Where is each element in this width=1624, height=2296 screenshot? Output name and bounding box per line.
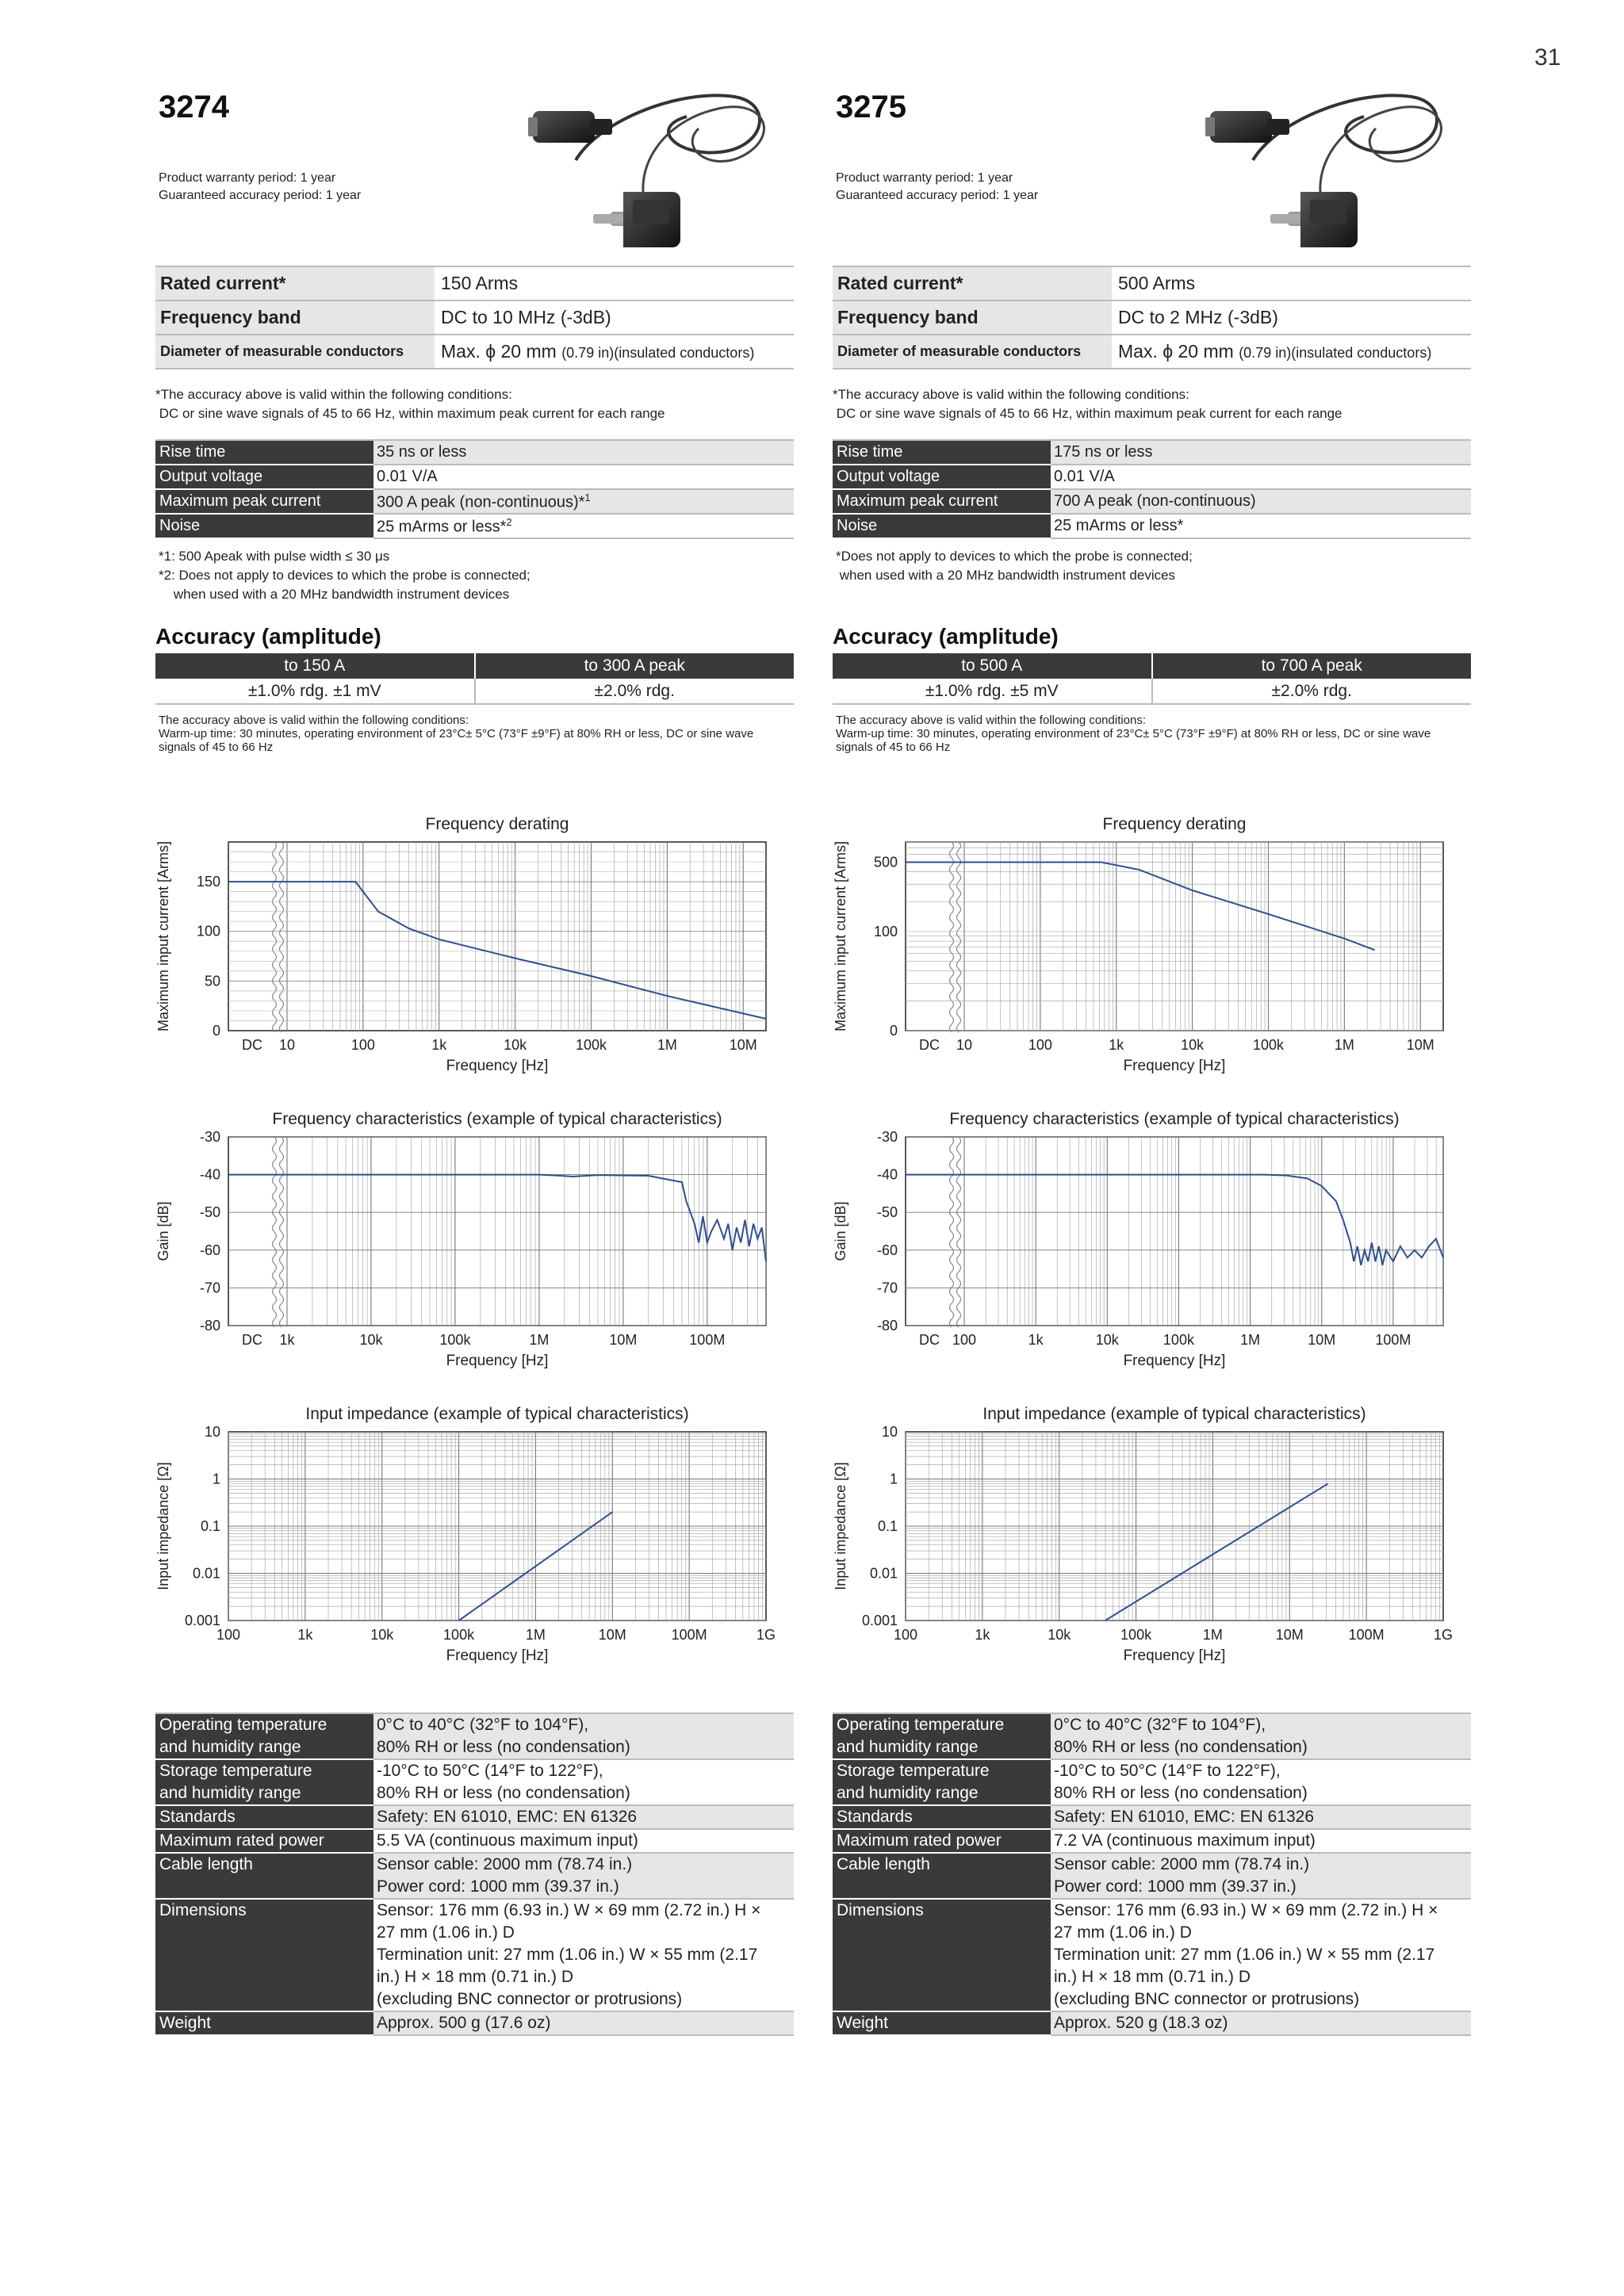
x-tick-label: 100 — [952, 1332, 977, 1348]
chart-svg — [833, 1102, 1471, 1372]
x-tick-label: 10M — [729, 1037, 757, 1053]
accuracy-table — [833, 653, 1471, 705]
chart-title: Input impedance (example of typical characteristics) — [305, 1405, 689, 1423]
y-axis-label: Input impedance [Ω] — [155, 1462, 171, 1590]
x-tick-label: 10M — [609, 1332, 638, 1348]
spec-row — [155, 1899, 794, 2011]
spec-value: Sensor: 176 mm (6.93 in.) W × 69 mm (2.72 in.) H × 27 mm (1.06 in.) D Termination unit: 27 mm (1.06 in.) W × 55 mm (2.17 in.) H × 18 mm (0.71 in.) D (excluding BNC connector or protrusions) — [373, 1899, 794, 2011]
spec-value-text: 25 mArms or less* — [1054, 517, 1184, 534]
y-tick-label: 500 — [873, 854, 898, 871]
spec-value — [435, 335, 794, 369]
y-tick-label: 1 — [212, 1471, 220, 1487]
spec-key: Standards — [833, 1805, 1051, 1829]
spec-value-text: 35 ns or less — [377, 443, 467, 461]
spec-value — [373, 440, 794, 465]
spec-value: Sensor cable: 2000 mm (78.74 in.) Power cord: 1000 mm (39.37 in.) — [1051, 1853, 1471, 1899]
spec-row — [155, 1853, 794, 1899]
x-tick-label: 10k — [370, 1627, 394, 1643]
spec-value: Sensor: 176 mm (6.93 in.) W × 69 mm (2.72 in.) H × 27 mm (1.06 in.) D Termination unit: 27 mm (1.06 in.) W × 55 mm (2.17 in.) H × 18 mm (0.71 in.) D (excluding BNC connector or protrusions) — [1051, 1899, 1471, 2011]
spec-row — [833, 1829, 1471, 1853]
x-tick-label: 100 — [350, 1037, 375, 1053]
y-tick-label: -50 — [199, 1204, 220, 1221]
x-tick-label: 10k — [1048, 1627, 1071, 1643]
y-tick-label: -80 — [876, 1318, 898, 1334]
accuracy-header-row — [833, 653, 1471, 679]
y-tick-label: 0.001 — [184, 1613, 220, 1628]
spec-value — [435, 266, 794, 300]
warranty-line: Guaranteed accuracy period: 1 year — [159, 189, 362, 202]
spec-row — [155, 335, 794, 369]
x-tick-label: 100 — [893, 1627, 918, 1643]
accuracy-header: to 500 A — [833, 653, 1152, 679]
spec-key: Frequency band — [155, 300, 435, 335]
y-tick-label: 10 — [204, 1424, 220, 1440]
y-axis-label: Gain [dB] — [833, 1201, 848, 1261]
spec-row — [833, 1805, 1471, 1829]
spec-row — [155, 1805, 794, 1829]
model-number: 3274 — [159, 90, 229, 124]
spec-key: Dimensions — [833, 1899, 1051, 2011]
chart-3274-derating — [155, 807, 794, 1077]
warranty-line: Product warranty period: 1 year — [159, 171, 336, 185]
x-tick-label: 1k — [1109, 1037, 1124, 1053]
spec-row — [155, 489, 794, 514]
spec-row — [833, 1899, 1471, 2011]
footnotes: *Does not apply to devices to which the probe is connected; when used with a 20 MHz bandwidth instrument devices — [836, 549, 1193, 583]
y-tick-label: 0.01 — [869, 1565, 898, 1582]
spec-key: Maximum peak current — [833, 489, 1051, 514]
x-tick-label: DC — [242, 1332, 262, 1348]
spec-row — [155, 2011, 794, 2035]
warranty-info — [159, 170, 361, 205]
x-axis-label: Frequency [Hz] — [446, 1058, 549, 1074]
model-number: 3275 — [836, 90, 906, 124]
y-tick-label: 50 — [204, 973, 220, 989]
y-tick-label: -70 — [876, 1280, 898, 1296]
spec-value — [373, 465, 794, 489]
x-tick-label: 100M — [689, 1332, 726, 1348]
x-tick-label: 10 — [278, 1037, 296, 1053]
accuracy-condition-note: *The accuracy above is valid within the following conditions: DC or sine wave signals of 45 to 66 Hz, within maximum peak current for each range — [833, 387, 1342, 421]
x-tick-label: 10M — [598, 1627, 626, 1643]
accuracy-header: to 700 A peak — [1152, 653, 1472, 679]
x-tick-label: 100k — [1252, 1037, 1285, 1053]
spec-key: Rise time — [833, 440, 1051, 465]
x-tick-label: 100M — [1348, 1627, 1385, 1643]
x-tick-label: DC — [919, 1332, 940, 1348]
spec-value — [1112, 266, 1471, 300]
footnote-marker: 1 — [584, 491, 591, 503]
x-axis-label: Frequency [Hz] — [446, 1353, 549, 1369]
accuracy-value: ±2.0% rdg. — [1152, 679, 1472, 704]
x-axis-label: Frequency [Hz] — [1123, 1058, 1226, 1074]
spec-row — [155, 1829, 794, 1853]
spec-value — [435, 300, 794, 335]
accuracy-value: ±1.0% rdg. ±1 mV — [155, 679, 475, 704]
plot-frame — [228, 1137, 766, 1326]
spec-value: 0°C to 40°C (32°F to 104°F), 80% RH or less (no condensation) — [1051, 1713, 1471, 1759]
y-tick-label: 1 — [889, 1471, 898, 1487]
product-column-3275 — [833, 0, 1471, 2296]
spec-row — [833, 266, 1471, 300]
current-probe-image — [1205, 73, 1459, 254]
y-tick-label: 0 — [889, 1023, 898, 1039]
x-tick-label: 10k — [1181, 1037, 1205, 1053]
x-tick-label: 10 — [956, 1037, 973, 1053]
chart-svg — [155, 1102, 794, 1372]
spec-key: Storage temperature and humidity range — [155, 1759, 373, 1805]
spec-key: Cable length — [155, 1853, 373, 1899]
plot-frame — [906, 1137, 1443, 1326]
chart-title: Frequency characteristics (example of typical characteristics) — [272, 1110, 722, 1128]
chart-svg — [155, 1397, 794, 1667]
spec-value: -10°C to 50°C (14°F to 122°F), 80% RH or less (no condensation) — [373, 1759, 794, 1805]
accuracy-title: Accuracy (amplitude) — [155, 624, 381, 649]
spec-value-text: 700 A peak (non-continuous) — [1054, 492, 1256, 510]
accuracy-value-row — [833, 679, 1471, 704]
spec-key: Standards — [155, 1805, 373, 1829]
x-tick-label: 1G — [756, 1627, 776, 1643]
y-axis-label: Maximum input current [Arms] — [833, 840, 848, 1032]
y-tick-label: -40 — [876, 1166, 898, 1183]
x-tick-label: 100 — [216, 1627, 241, 1643]
y-tick-label: 0.1 — [877, 1518, 898, 1534]
x-tick-label: 1M — [525, 1627, 546, 1643]
spec-key: Noise — [155, 514, 373, 538]
y-tick-label: -30 — [876, 1129, 898, 1145]
y-tick-label: -40 — [199, 1166, 220, 1183]
warranty-line: Product warranty period: 1 year — [836, 171, 1013, 185]
x-tick-label: 1M — [1240, 1332, 1261, 1348]
current-probe-image — [528, 73, 782, 254]
spec-row — [155, 465, 794, 489]
chart-3275-freqchar — [833, 1102, 1471, 1372]
y-tick-label: -50 — [876, 1204, 898, 1221]
spec-key: Weight — [833, 2011, 1051, 2035]
chart-title: Input impedance (example of typical characteristics) — [982, 1405, 1366, 1423]
spec-value-text: 150 Arms — [441, 273, 519, 293]
x-tick-label: 1k — [975, 1627, 990, 1643]
spec-row — [833, 1759, 1471, 1805]
x-tick-label: 100k — [439, 1332, 471, 1348]
warranty-info — [836, 170, 1038, 205]
spec-value — [1051, 440, 1471, 465]
spec-row — [155, 514, 794, 538]
y-tick-label: -70 — [199, 1280, 220, 1296]
warranty-line: Guaranteed accuracy period: 1 year — [836, 189, 1039, 202]
spec-value — [373, 514, 794, 538]
spec-key: Rise time — [155, 440, 373, 465]
spec-value-text: 500 Arms — [1118, 273, 1196, 293]
spec-value: Sensor cable: 2000 mm (78.74 in.) Power cord: 1000 mm (39.37 in.) — [373, 1853, 794, 1899]
general-spec-table — [155, 1712, 794, 2036]
y-tick-label: 100 — [873, 923, 898, 939]
main-spec-table — [833, 266, 1471, 369]
accuracy-value: ±1.0% rdg. ±5 mV — [833, 679, 1152, 704]
accuracy-header-row — [155, 653, 794, 679]
x-tick-label: 1k — [279, 1332, 295, 1348]
spec-key: Frequency band — [833, 300, 1112, 335]
spec-row — [833, 514, 1471, 538]
spec-value-text: 300 A peak (non-continuous)* — [377, 493, 585, 511]
spec-key: Dimensions — [155, 1899, 373, 2011]
spec-key: Output voltage — [833, 465, 1051, 489]
spec-row — [833, 335, 1471, 369]
x-tick-label: 1k — [431, 1037, 447, 1053]
x-tick-label: 1k — [1028, 1332, 1044, 1348]
spec-row — [833, 300, 1471, 335]
y-tick-label: 150 — [196, 874, 220, 890]
x-tick-label: 10k — [359, 1332, 383, 1348]
spec-value-text: 0.01 V/A — [1054, 468, 1115, 485]
spec-value-text: 25 mArms or less* — [377, 518, 507, 536]
spec-value-text: Max. ϕ 20 mm — [441, 341, 557, 362]
product-photo — [1205, 73, 1459, 254]
spec-key: Rated current* — [833, 266, 1112, 300]
x-tick-label: 10k — [1095, 1332, 1119, 1348]
spec-value — [1051, 465, 1471, 489]
spec-value: Safety: EN 61010, EMC: EN 61326 — [373, 1805, 794, 1829]
page-number: 31 — [1534, 44, 1561, 71]
x-axis-label: Frequency [Hz] — [1123, 1353, 1226, 1369]
electrical-spec-table — [833, 439, 1471, 539]
spec-value — [1112, 300, 1471, 335]
spec-value: -10°C to 50°C (14°F to 122°F), 80% RH or less (no condensation) — [1051, 1759, 1471, 1805]
spec-key: Diameter of measurable conductors — [833, 335, 1112, 369]
spec-key: Operating temperature and humidity range — [833, 1713, 1051, 1759]
spec-row — [155, 300, 794, 335]
x-tick-label: 10M — [1308, 1332, 1336, 1348]
chart-3274-freqchar — [155, 1102, 794, 1372]
spec-value — [1112, 335, 1471, 369]
main-spec-table — [155, 266, 794, 369]
x-tick-label: 1M — [1334, 1037, 1354, 1053]
y-tick-label: -60 — [876, 1242, 898, 1258]
spec-row — [155, 1759, 794, 1805]
y-tick-label: -60 — [199, 1242, 220, 1258]
spec-value: Safety: EN 61010, EMC: EN 61326 — [1051, 1805, 1471, 1829]
product-photo — [528, 73, 782, 254]
plot-frame — [228, 842, 766, 1031]
spec-row — [155, 266, 794, 300]
y-tick-label: -30 — [199, 1129, 220, 1145]
spec-key: Noise — [833, 514, 1051, 538]
x-tick-label: 1k — [297, 1627, 313, 1643]
x-tick-label: 10M — [1406, 1037, 1434, 1053]
spec-key: Maximum rated power — [155, 1829, 373, 1853]
x-tick-label: 1M — [529, 1332, 550, 1348]
x-tick-label: DC — [919, 1037, 940, 1053]
x-tick-label: 1M — [1202, 1627, 1223, 1643]
y-tick-label: 0.1 — [200, 1518, 220, 1534]
spec-value-note: (0.79 in)(insulated conductors) — [1239, 345, 1432, 361]
y-tick-label: 0.01 — [192, 1565, 220, 1582]
chart-3274-impedance — [155, 1397, 794, 1667]
x-tick-label: 100M — [1375, 1332, 1411, 1348]
y-tick-label: 10 — [881, 1424, 898, 1440]
x-tick-label: 100k — [575, 1037, 607, 1053]
spec-value: 7.2 VA (continuous maximum input) — [1051, 1829, 1471, 1853]
spec-key: Operating temperature and humidity range — [155, 1713, 373, 1759]
spec-value-text: DC to 2 MHz (-3dB) — [1118, 307, 1278, 327]
chart-svg — [833, 1397, 1471, 1667]
spec-value: Approx. 520 g (18.3 oz) — [1051, 2011, 1471, 2035]
chart-title: Frequency derating — [1102, 815, 1247, 833]
general-spec-table — [833, 1712, 1471, 2036]
spec-value: 5.5 VA (continuous maximum input) — [373, 1829, 794, 1853]
spec-value-text: Max. ϕ 20 mm — [1118, 341, 1234, 362]
y-tick-label: 100 — [196, 923, 220, 939]
accuracy-value-row — [155, 679, 794, 704]
spec-value: Approx. 500 g (17.6 oz) — [373, 2011, 794, 2035]
accuracy-title: Accuracy (amplitude) — [833, 624, 1059, 649]
spec-value — [1051, 489, 1471, 514]
x-tick-label: 100M — [671, 1627, 707, 1643]
x-tick-label: 100k — [443, 1627, 475, 1643]
accuracy-value: ±2.0% rdg. — [475, 679, 795, 704]
accuracy-note: The accuracy above is valid within the following conditions: Warm-up time: 30 minutes, operating environment of 23°C± 5°C (73°F ±9°F) at 80% RH or less, DC or sine wave signals of 45 to 66 Hz — [836, 714, 1431, 754]
spec-row — [833, 465, 1471, 489]
accuracy-table — [155, 653, 794, 705]
spec-value — [1051, 514, 1471, 538]
accuracy-header: to 300 A peak — [475, 653, 795, 679]
x-axis-label: Frequency [Hz] — [446, 1647, 549, 1664]
spec-key: Output voltage — [155, 465, 373, 489]
chart-svg — [155, 807, 794, 1077]
x-tick-label: 10M — [1275, 1627, 1304, 1643]
x-tick-label: 100k — [1120, 1627, 1152, 1643]
x-axis-label: Frequency [Hz] — [1123, 1647, 1226, 1664]
accuracy-condition-note: *The accuracy above is valid within the following conditions: DC or sine wave signals of 45 to 66 Hz, within maximum peak current for each range — [155, 387, 665, 421]
spec-key: Maximum rated power — [833, 1829, 1051, 1853]
spec-key: Diameter of measurable conductors — [155, 335, 435, 369]
footnotes: *1: 500 Apeak with pulse width ≤ 30 μs *2: Does not apply to devices to which the probe is connected; when used with a 20 MHz bandwidth instrument devices — [159, 549, 530, 602]
x-tick-label: 10k — [504, 1037, 527, 1053]
y-axis-label: Gain [dB] — [155, 1201, 171, 1261]
spec-key: Maximum peak current — [155, 489, 373, 514]
electrical-spec-table — [155, 439, 794, 539]
x-tick-label: 100k — [1162, 1332, 1194, 1348]
chart-3275-derating — [833, 807, 1471, 1077]
footnote-marker: 2 — [506, 515, 512, 528]
spec-value — [373, 489, 794, 514]
x-tick-label: 1M — [657, 1037, 677, 1053]
spec-row — [833, 1713, 1471, 1759]
chart-title: Frequency characteristics (example of typical characteristics) — [949, 1110, 1400, 1128]
spec-key: Weight — [155, 2011, 373, 2035]
spec-row — [833, 2011, 1471, 2035]
y-axis-label: Maximum input current [Arms] — [155, 840, 171, 1032]
spec-row — [833, 1853, 1471, 1899]
spec-key: Cable length — [833, 1853, 1051, 1899]
product-column-3274 — [155, 0, 794, 2296]
spec-key: Rated current* — [155, 266, 435, 300]
chart-3275-impedance — [833, 1397, 1471, 1667]
y-axis-label: Input impedance [Ω] — [833, 1462, 848, 1590]
spec-value-note: (0.79 in)(insulated conductors) — [561, 345, 755, 361]
y-tick-label: 0 — [212, 1023, 220, 1039]
x-tick-label: 1G — [1433, 1627, 1454, 1643]
chart-title: Frequency derating — [425, 815, 569, 833]
spec-key: Storage temperature and humidity range — [833, 1759, 1051, 1805]
x-tick-label: 100 — [1028, 1037, 1052, 1053]
chart-svg — [833, 807, 1471, 1077]
y-tick-label: -80 — [199, 1318, 220, 1334]
spec-value-text: 0.01 V/A — [377, 468, 438, 485]
spec-value: 0°C to 40°C (32°F to 104°F), 80% RH or less (no condensation) — [373, 1713, 794, 1759]
accuracy-header: to 150 A — [155, 653, 475, 679]
spec-value-text: DC to 10 MHz (-3dB) — [441, 307, 611, 327]
accuracy-note: The accuracy above is valid within the following conditions: Warm-up time: 30 minutes, operating environment of 23°C± 5°C (73°F ±9°F) at 80% RH or less, DC or sine wave signals of 45 to 66 Hz — [159, 714, 754, 754]
spec-value-text: 175 ns or less — [1054, 443, 1153, 461]
spec-row — [833, 489, 1471, 514]
spec-row — [155, 440, 794, 465]
spec-row — [833, 440, 1471, 465]
x-tick-label: DC — [242, 1037, 262, 1053]
y-tick-label: 0.001 — [861, 1613, 898, 1628]
spec-row — [155, 1713, 794, 1759]
